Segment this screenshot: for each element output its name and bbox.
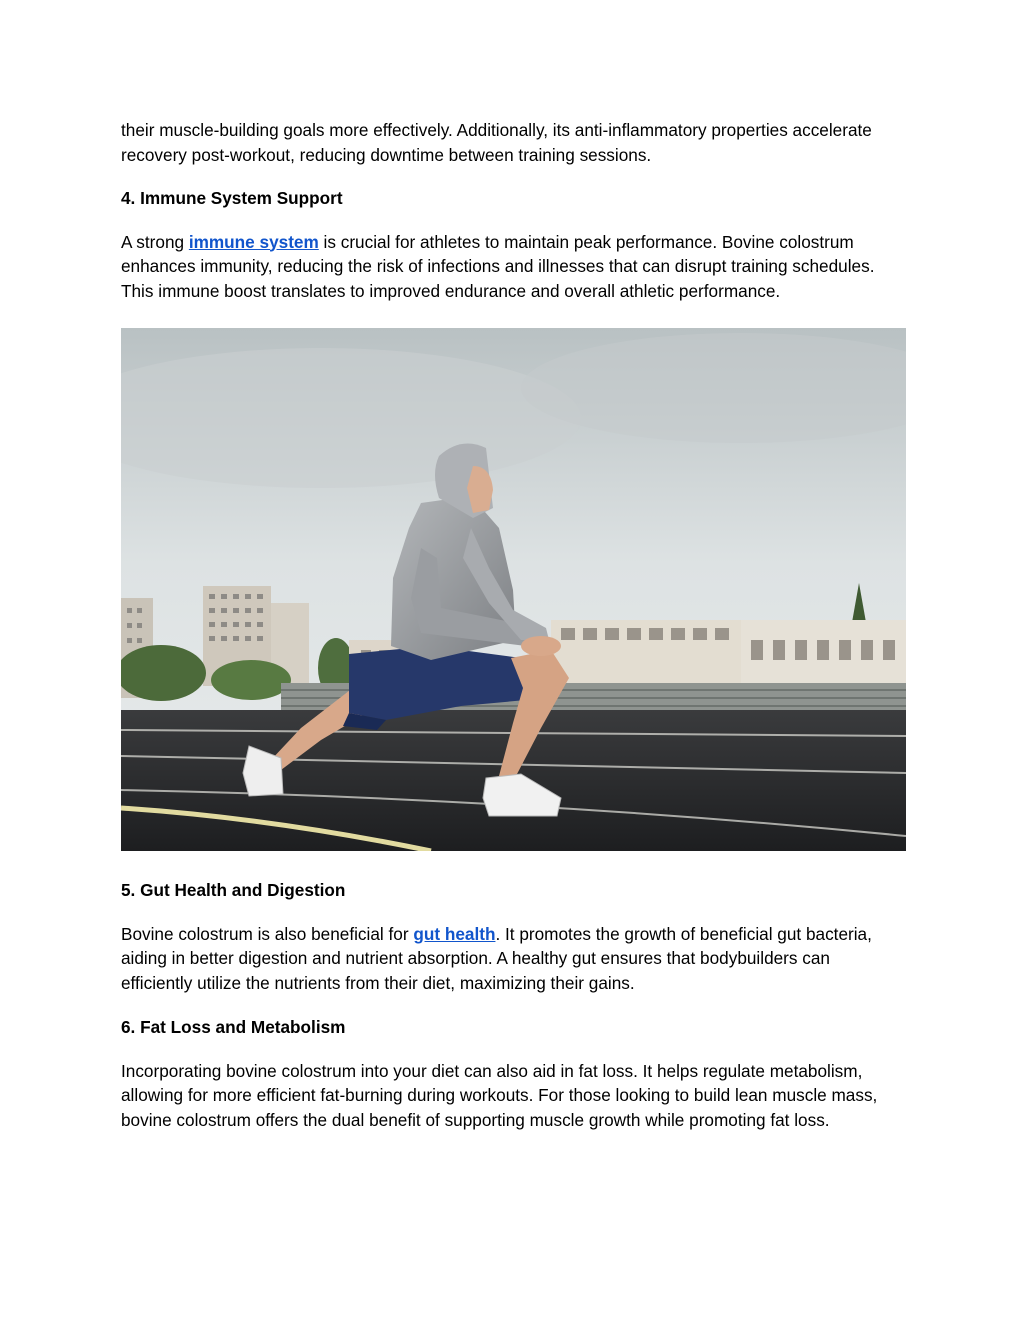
- section-5-text-before: Bovine colostrum is also beneficial for: [121, 923, 414, 944]
- section-6-paragraph: Incorporating bovine colostrum into your diet can also aid in fat loss. It helps regulate metabolism, allowing for more efficient fat-burning during workouts. For those looking to build lean muscle mass, bovine colostrum offers the dual benefit of supporting muscle growth while promoting fat loss.: [121, 1060, 878, 1130]
- document-page: [121, 118, 905, 1132]
- section-4-paragraph: [121, 230, 905, 304]
- section-5-text-after: . It promotes the growth of beneficial gut bacteria, aiding in better digestion and nutrient absorption. A healthy gut ensures that bodybuilders can efficiently utilize the nutrients from their diet, maximizing their gains.: [121, 923, 872, 993]
- section-5-heading: 5. Gut Health and Digestion: [121, 880, 346, 900]
- section-4-text-before: A strong: [121, 231, 189, 252]
- intro-paragraph: their muscle-building goals more effectively. Additionally, its anti-inflammatory properties accelerate recovery post-workout, reducing downtime between training sessions.: [121, 120, 872, 165]
- gut-health-link[interactable]: gut health: [413, 923, 496, 944]
- section-4-heading: 4. Immune System Support: [121, 188, 343, 208]
- athlete-photo: [121, 328, 906, 851]
- section-4-text-after: is crucial for athletes to maintain peak performance. Bovine colostrum enhances immunity, reducing the risk of infections and illnesses that can disrupt training schedules. This immune boost translates to improved endurance and overall athletic performance.: [121, 231, 875, 301]
- section-5-paragraph: [121, 922, 905, 996]
- athlete-photo-illustration: [121, 328, 906, 851]
- section-6-heading: 6. Fat Loss and Metabolism: [121, 1017, 346, 1037]
- immune-system-link[interactable]: immune system: [188, 231, 319, 252]
